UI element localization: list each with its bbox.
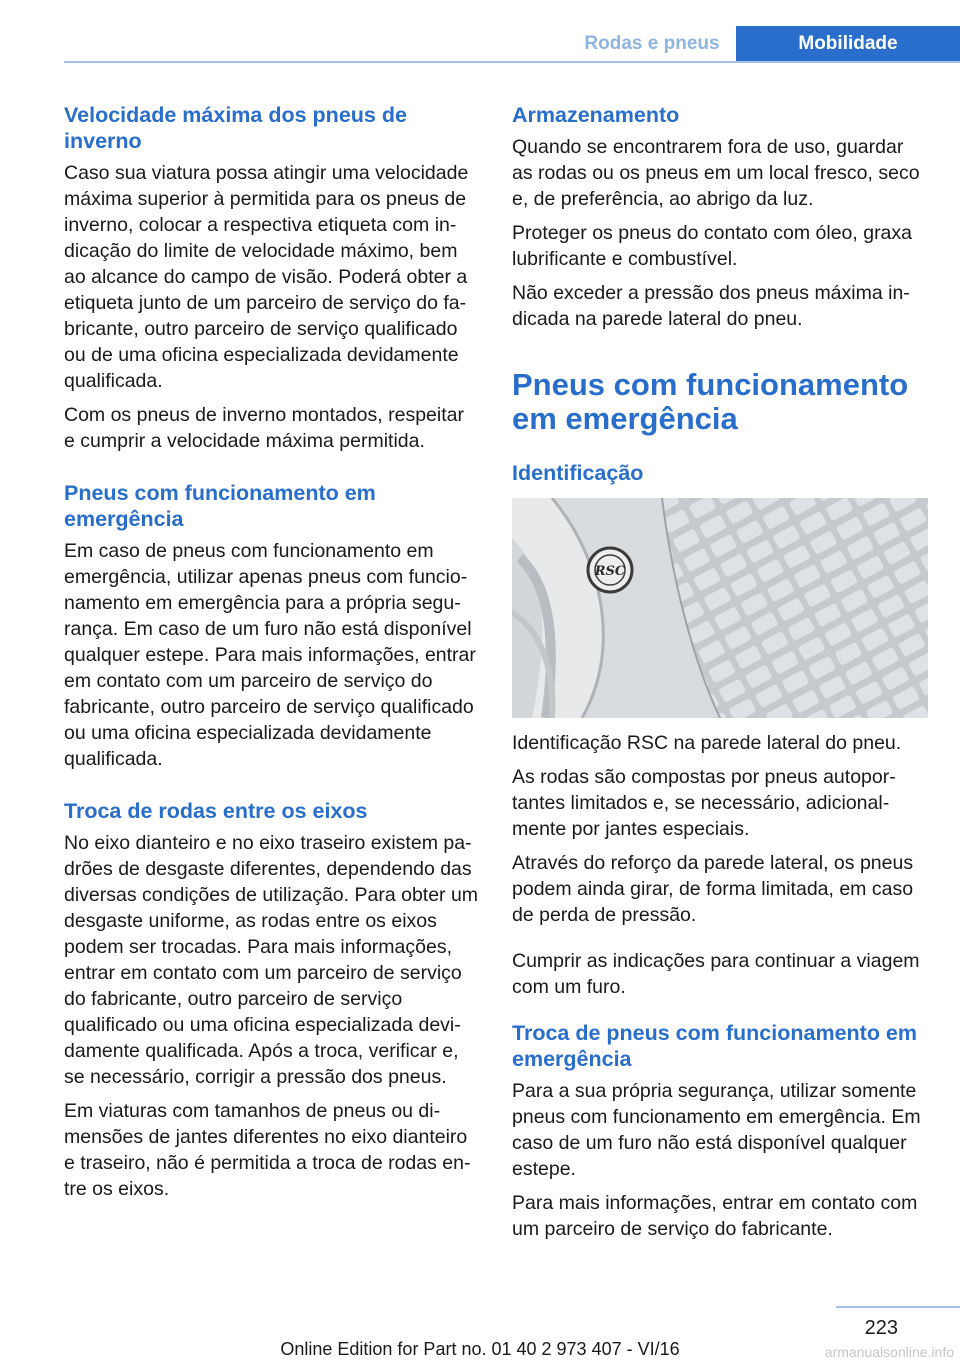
right-column	[512, 102, 928, 1242]
winter-speed-paragraph-1: Caso sua viatura possa atingir uma velocidade máxima superior à permitida para os pneus de inverno, colocar a respectiva etiqueta com indicação do limite de velocidade máximo, bem ao alcance do campo de visão. Poderá obter a etiqueta junto de um parceiro de serviço do fabricante, outro parceiro de serviço qualificado ou de uma oficina especializada devidamente qualificada.	[64, 162, 469, 392]
axle-swap-heading: Troca de rodas entre os eixos	[64, 799, 368, 823]
identification-caption: Identificação RSC na parede lateral do pneu.	[512, 732, 902, 754]
edition-line: Online Edition for Part no. 01 40 2 973 407 - VI/16	[280, 1339, 680, 1359]
rsc-logo-text: RSC	[594, 564, 626, 579]
storage-paragraph-2: Proteger os pneus do contato com óleo, graxa lubrificante e combustível.	[512, 222, 912, 270]
identification-paragraph-1: As rodas são compostas por pneus autoportantes limitados e, se necessário, adicionalmente por jantes especiais.	[512, 766, 896, 840]
runflat-section-title: Pneus com funcionamento em emergência	[512, 367, 909, 436]
identification-paragraph-2: Através do reforço da parede lateral, os pneus podem ainda girar, de forma limitada, em caso de perda de pressão.	[512, 852, 914, 926]
header-section-tab: Rodas e pneus	[584, 33, 720, 54]
identification-paragraph-3: Cumprir as indicações para continuar a viagem com um furo.	[512, 950, 920, 998]
runflat-heading: Pneus com funcionamento em emergência	[64, 481, 376, 531]
storage-paragraph-3: Não exceder a pressão dos pneus máxima indicada na parede lateral do pneu.	[512, 282, 910, 330]
rsc-tire-figure	[512, 498, 928, 718]
storage-paragraph-1: Quando se encontrarem fora de uso, guardar as rodas ou os pneus em um local fresco, seco e, de preferência, ao abrigo da luz.	[512, 136, 920, 210]
header-rule	[64, 61, 960, 63]
runflat-paragraph: Em caso de pneus com funcionamento em emergência, utilizar apenas pneus com funcionamento em emergência para a própria segurança. Em caso de um furo não está disponível qualquer estepe. Para mais informações, entrar em contato com um parceiro de serviço do fabricante, outro parceiro de serviço qualificado ou uma oficina especializada devidamente qualificada.	[64, 540, 476, 770]
rsc-tire-illustration	[512, 498, 928, 718]
watermark: armanualsonline.info	[824, 1344, 954, 1360]
runflat-change-paragraph-2: Para mais informações, entrar em contato com um parceiro de serviço do fabricante.	[512, 1192, 918, 1240]
footer-rule	[836, 1306, 960, 1308]
winter-speed-paragraph-2: Com os pneus de inverno montados, respeitar e cumprir a velocidade máxima permitida.	[64, 404, 464, 452]
winter-speed-heading: Velocidade máxima dos pneus de inverno	[64, 103, 407, 153]
runflat-change-paragraph-1: Para a sua própria segurança, utilizar somente pneus com funcionamento em emergência. Em caso de um furo não está disponível qualquer estepe.	[512, 1080, 921, 1180]
rsc-logo	[588, 548, 632, 592]
left-column	[64, 102, 480, 1202]
axle-swap-paragraph-2: Em viaturas com tamanhos de pneus ou dimensões de jantes diferentes no eixo dianteiro e traseiro, não é permitida a troca de rodas entre os eixos.	[64, 1100, 471, 1200]
identification-heading: Identificação	[512, 461, 644, 485]
axle-swap-paragraph-1: No eixo dianteiro e no eixo traseiro existem padrões de desgaste diferentes, dependendo das diversas condições de utilização. Para obter um desgaste uniforme, as rodas entre os eixos podem ser trocadas. Para mais informações, entrar em contato com um parceiro de serviço do fabricante, outro parceiro de serviço qualificado ou uma oficina especializada devidamente qualificada. Após a troca, verificar e, se necessário, corrigir a pressão dos pneus.	[64, 832, 479, 1088]
storage-heading: Armazenamento	[512, 103, 680, 127]
runflat-change-heading: Troca de pneus com funcionamento em emergência	[512, 1021, 917, 1071]
page-number: 223	[864, 1317, 898, 1339]
header-chapter-tab: Mobilidade	[736, 26, 960, 62]
